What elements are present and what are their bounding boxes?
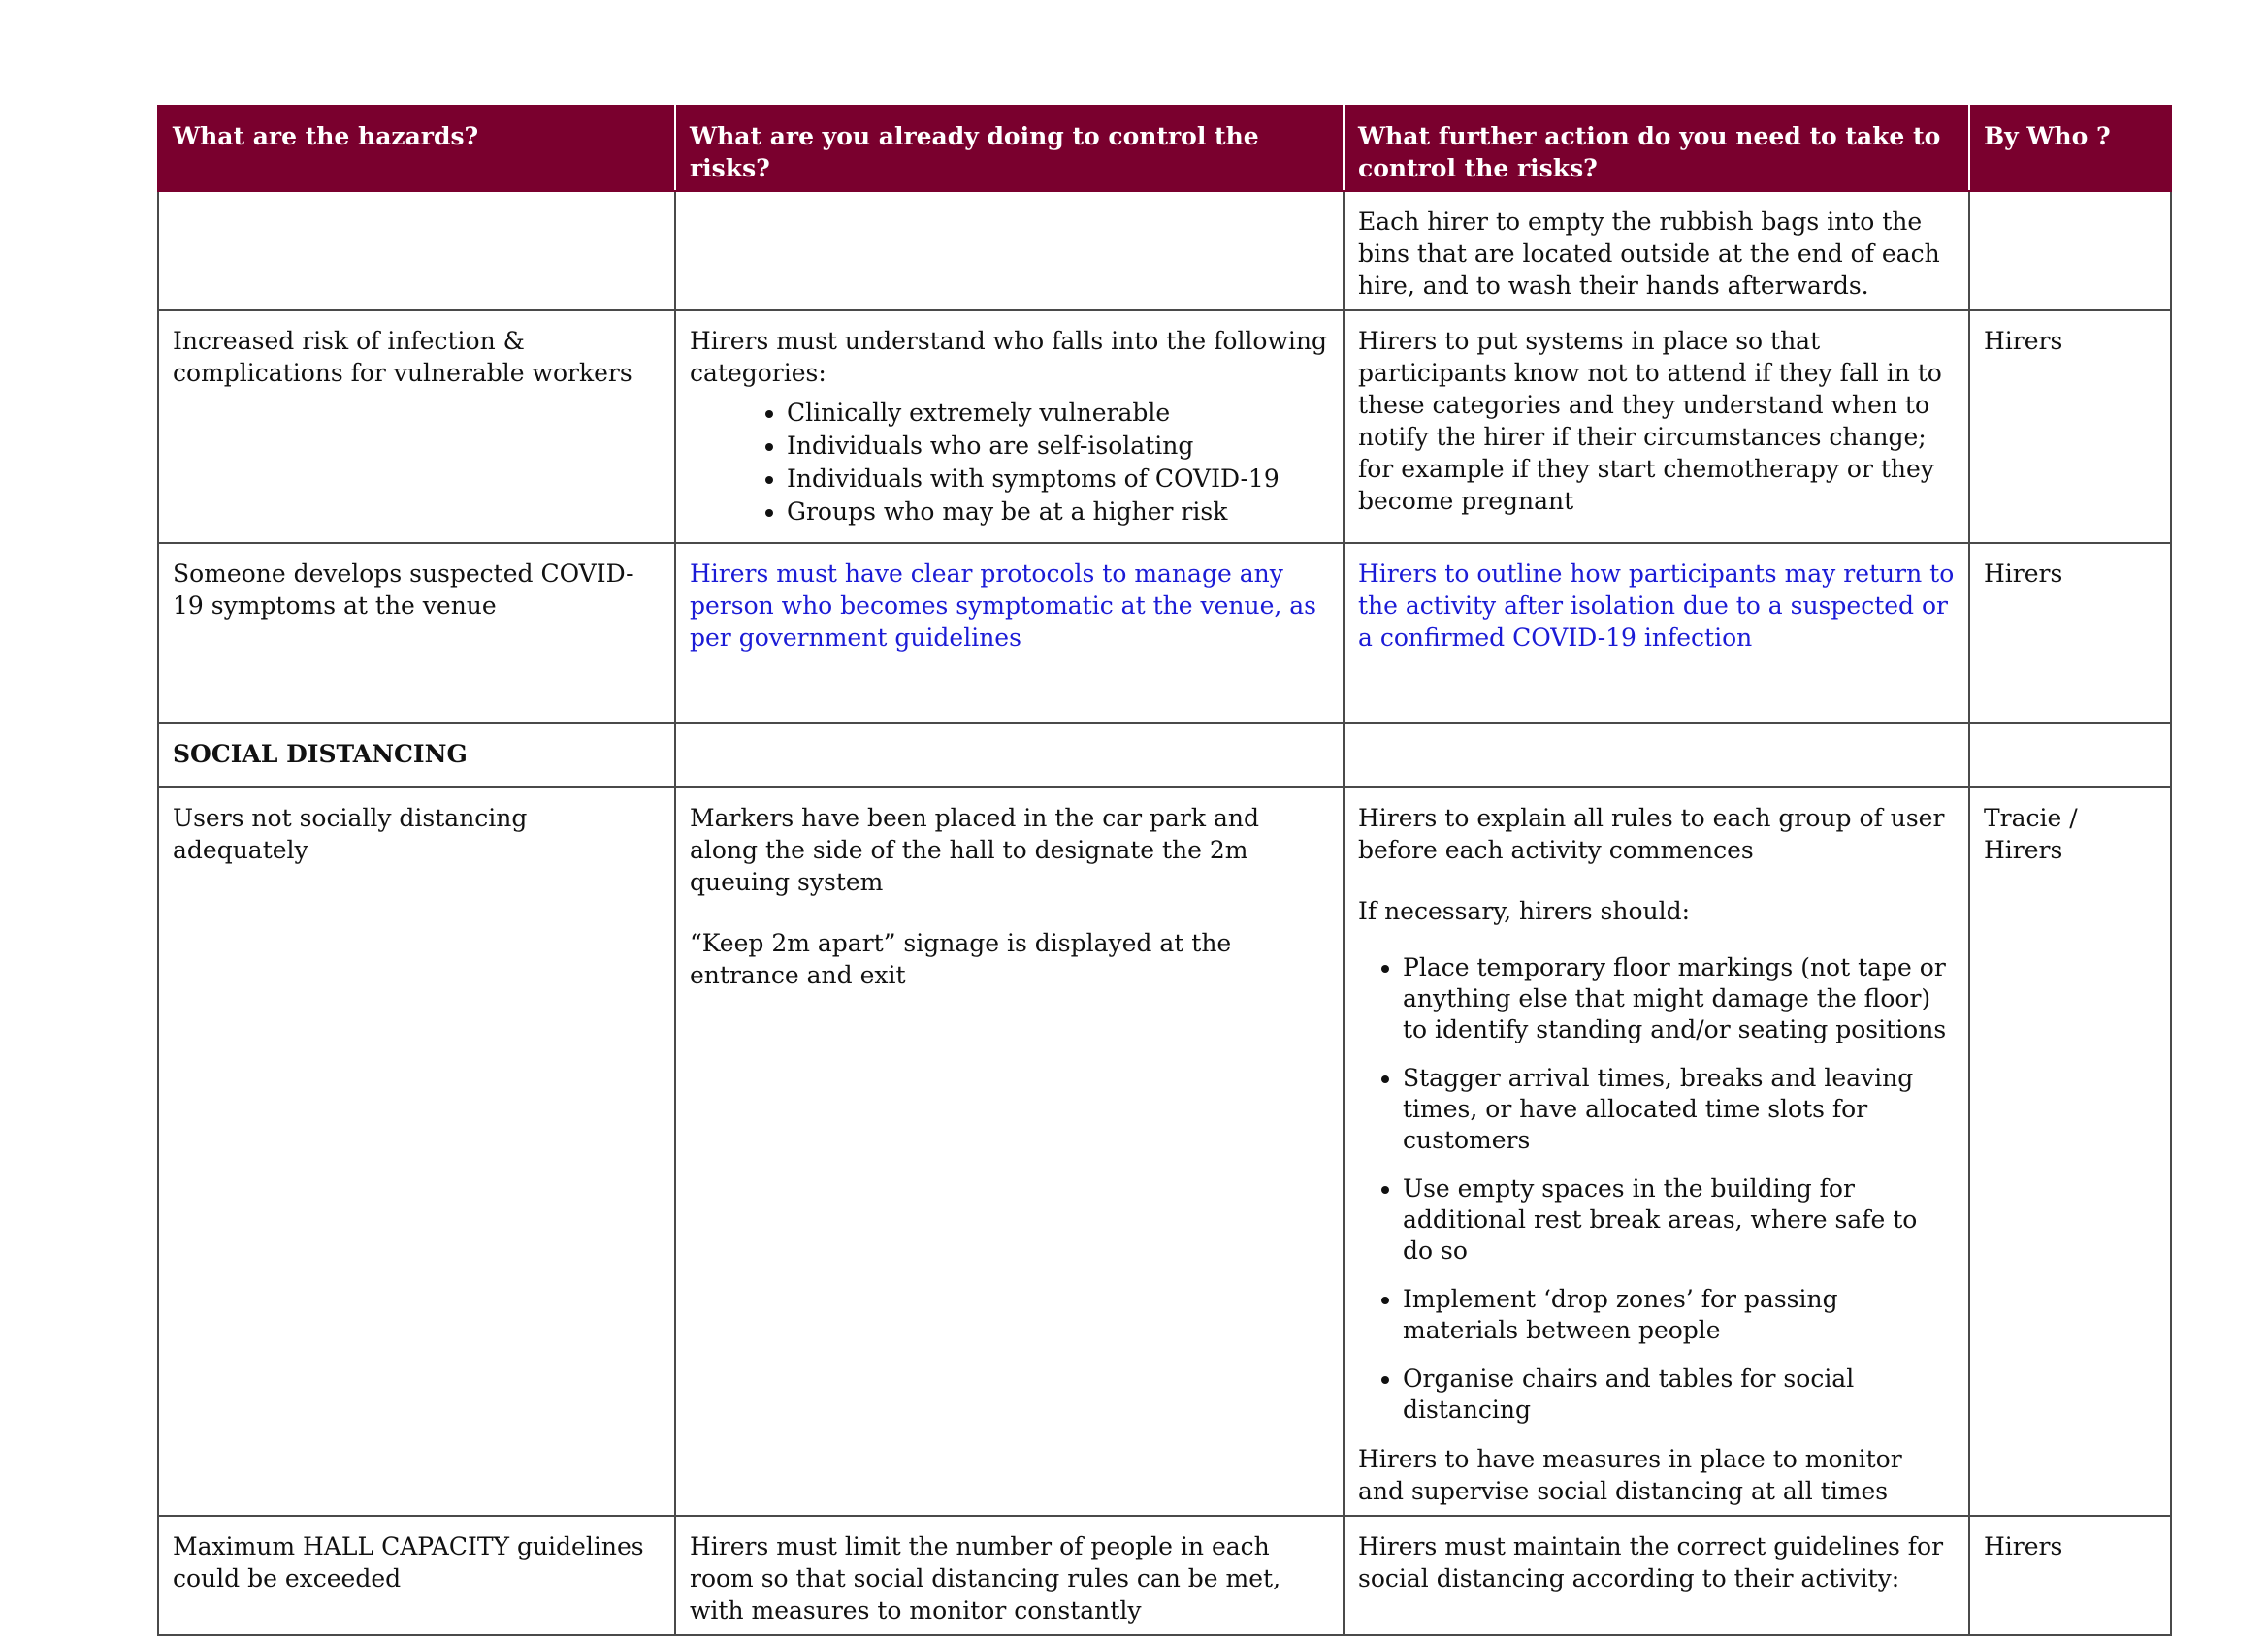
list-item: • Organise chairs and tables for social distancing: [1403, 1363, 1955, 1426]
further-action-cell: [1344, 787, 1969, 1516]
list-item: • Use empty spaces in the building for additional rest break areas, where safe to do so: [1403, 1173, 1955, 1267]
current-controls-cell: [675, 723, 1344, 787]
hazard-cell: Users not socially distancing adequately: [158, 787, 675, 1516]
current-controls-cell: [675, 787, 1344, 1516]
further-action-cell: Each hirer to empty the rubbish bags into the bins that are located outside at the end of each hire, and to wash their hands afterwards.: [1344, 191, 1969, 310]
header-further-action: What further action do you need to take to control the risks?: [1344, 106, 1969, 191]
by-who-cell: Tracie / Hirers: [1969, 787, 2171, 1516]
hazard-cell: Someone develops suspected COVID-19 symptoms at the venue: [158, 543, 675, 723]
table-row: [158, 310, 2171, 543]
distancing-measures-list: [1358, 952, 1955, 1426]
current-controls-paragraph: Markers have been placed in the car park and along the side of the hall to designate the 2m queuing system: [690, 804, 1259, 896]
current-controls-cell: [675, 191, 1344, 310]
table-row: [158, 1516, 2171, 1635]
hazard-cell: [158, 191, 675, 310]
section-heading-row: [158, 723, 2171, 787]
risk-assessment-table: [157, 105, 2172, 1636]
by-who-cell: Hirers: [1969, 1516, 2171, 1635]
current-controls-cell: [675, 310, 1344, 543]
list-item: • Groups who may be at a higher risk: [787, 496, 1329, 529]
current-controls-paragraph: “Keep 2m apart” signage is displayed at the entrance and exit: [690, 929, 1232, 989]
header-current-controls: What are you already doing to control the risks?: [675, 106, 1344, 191]
further-action-paragraph: If necessary, hirers should:: [1358, 897, 1691, 925]
list-item: • Clinically extremely vulnerable: [787, 397, 1329, 430]
by-who-cell: Hirers: [1969, 310, 2171, 543]
current-controls-intro: Hirers must understand who falls into the following categories:: [690, 327, 1327, 387]
vulnerable-categories-list: [690, 397, 1329, 529]
further-action-cell: [1344, 723, 1969, 787]
header-by-who: By Who ?: [1969, 106, 2171, 191]
further-action-cell: Hirers must maintain the correct guidelines for social distancing according to their activity:: [1344, 1516, 1969, 1635]
hazard-cell: Increased risk of infection & complications for vulnerable workers: [158, 310, 675, 543]
further-action-paragraph: Hirers to explain all rules to each group of user before each activity commences: [1358, 804, 1945, 864]
list-item: • Individuals with symptoms of COVID-19: [787, 463, 1329, 496]
section-heading: SOCIAL DISTANCING: [158, 723, 675, 787]
current-controls-cell: Hirers must limit the number of people in each room so that social distancing rules can be met, with measures to monitor constantly: [675, 1516, 1344, 1635]
table-row: [158, 543, 2171, 723]
further-action-cell: Hirers to outline how participants may return to the activity after isolation due to a suspected or a confirmed COVID-19 infection: [1344, 543, 1969, 723]
by-who-cell: Hirers: [1969, 543, 2171, 723]
table-header-row: [158, 106, 2171, 191]
hazard-cell: Maximum HALL CAPACITY guidelines could be exceeded: [158, 1516, 675, 1635]
by-who-cell: [1969, 191, 2171, 310]
by-who-cell: [1969, 723, 2171, 787]
current-controls-cell: Hirers must have clear protocols to manage any person who becomes symptomatic at the venue, as per government guidelines: [675, 543, 1344, 723]
further-action-cell: Hirers to put systems in place so that participants know not to attend if they fall in to these categories and they understand when to notify the hirer if their circumstances change; for example if they start chemotherapy or they become pregnant: [1344, 310, 1969, 543]
table-row: [158, 191, 2171, 310]
list-item: • Individuals who are self-isolating: [787, 430, 1329, 463]
list-item: • Place temporary floor markings (not tape or anything else that might damage the floor) to identify standing and/or seating positions: [1403, 952, 1955, 1045]
table-row: [158, 787, 2171, 1516]
list-item: • Stagger arrival times, breaks and leaving times, or have allocated time slots for customers: [1403, 1063, 1955, 1156]
header-hazards: What are the hazards?: [158, 106, 675, 191]
list-item: • Implement ‘drop zones’ for passing materials between people: [1403, 1284, 1955, 1346]
further-action-paragraph: Hirers to have measures in place to monitor and supervise social distancing at all times: [1358, 1445, 1902, 1505]
